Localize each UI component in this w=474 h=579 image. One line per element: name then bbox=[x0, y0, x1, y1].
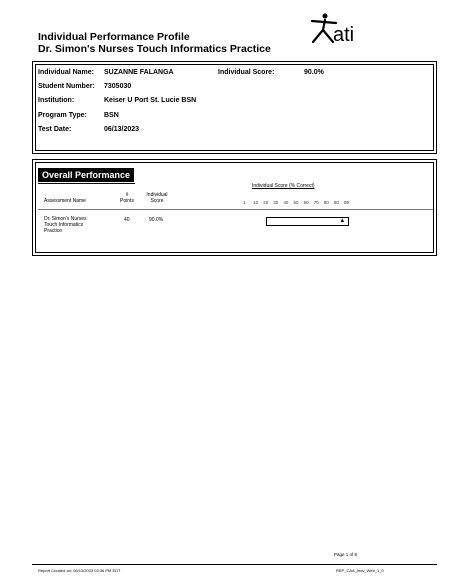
institution-value: Keiser U Port St. Lucie BSN bbox=[104, 97, 197, 104]
col-score-line2: Score bbox=[150, 198, 164, 204]
row-name-line2: Touch Informatics bbox=[44, 222, 84, 228]
axis-tick: 20 bbox=[263, 200, 269, 205]
title-line-2: Dr. Simon's Nurses Touch Informatics Practice bbox=[38, 43, 271, 55]
axis-tick: 99 bbox=[344, 200, 350, 205]
program-type-label: Program Type: bbox=[38, 112, 87, 119]
col-score-line1: Individual bbox=[146, 192, 168, 198]
ati-figure-logo-icon bbox=[298, 12, 366, 48]
student-number-label: Student Number: bbox=[38, 83, 95, 90]
row-assessment-name bbox=[44, 216, 87, 234]
individual-score-label: Individual Score: bbox=[218, 69, 275, 76]
col-assessment-name: Assessment Name bbox=[44, 198, 86, 204]
institution-label: Institution: bbox=[38, 97, 75, 104]
score-marker-icon: ▲ bbox=[339, 218, 346, 224]
axis-tick: 80 bbox=[323, 200, 329, 205]
col-individual-score bbox=[140, 192, 174, 204]
individual-score-value: 90.0% bbox=[304, 69, 324, 76]
col-points-line2: Points bbox=[120, 198, 134, 204]
axis-tick: 50 bbox=[293, 200, 299, 205]
axis-tick: 60 bbox=[303, 200, 309, 205]
row-individual-score: 90.0% bbox=[149, 217, 164, 223]
score-bar bbox=[266, 217, 349, 226]
row-name-line3: Practice bbox=[44, 228, 63, 234]
col-points bbox=[116, 192, 138, 204]
title-line-1: Individual Performance Profile bbox=[38, 31, 190, 43]
col-points-line1: # bbox=[125, 192, 129, 198]
student-number-value: 7305030 bbox=[104, 83, 132, 90]
individual-name-label: Individual Name: bbox=[38, 69, 95, 76]
program-type-value: BSN bbox=[104, 112, 119, 119]
axis-tick: 40 bbox=[283, 200, 289, 205]
axis-tick: 30 bbox=[273, 200, 279, 205]
axis-tick: 1 bbox=[243, 200, 246, 205]
table-header-rule bbox=[38, 209, 433, 210]
axis-tick: 90 bbox=[333, 200, 339, 205]
row-name-line1: Dr. Simon's Nurses bbox=[44, 216, 87, 222]
axis-tick: 70 bbox=[313, 200, 319, 205]
axis-tick: 10 bbox=[253, 200, 259, 205]
individual-name-value: SUZANNE FALANGA bbox=[104, 69, 174, 76]
page-number: Page 1 of 8 bbox=[334, 552, 358, 557]
test-date-label: Test Date: bbox=[38, 126, 72, 133]
report-title bbox=[38, 31, 271, 55]
row-points: 40 bbox=[124, 217, 130, 223]
header-underline bbox=[38, 183, 135, 184]
score-axis-title: Individual Score (% Correct) bbox=[252, 183, 315, 189]
test-date-value: 06/13/2023 bbox=[104, 126, 140, 133]
logo-text: ati bbox=[333, 24, 355, 46]
report-created: Report Created on: 06/13/2023 03:36 PM EDT bbox=[38, 568, 121, 573]
overall-performance-header: Overall Performance bbox=[38, 168, 134, 182]
report-id: REP_CAA_Indv_Web_1_0 bbox=[336, 568, 384, 573]
footer-rule bbox=[32, 564, 437, 565]
